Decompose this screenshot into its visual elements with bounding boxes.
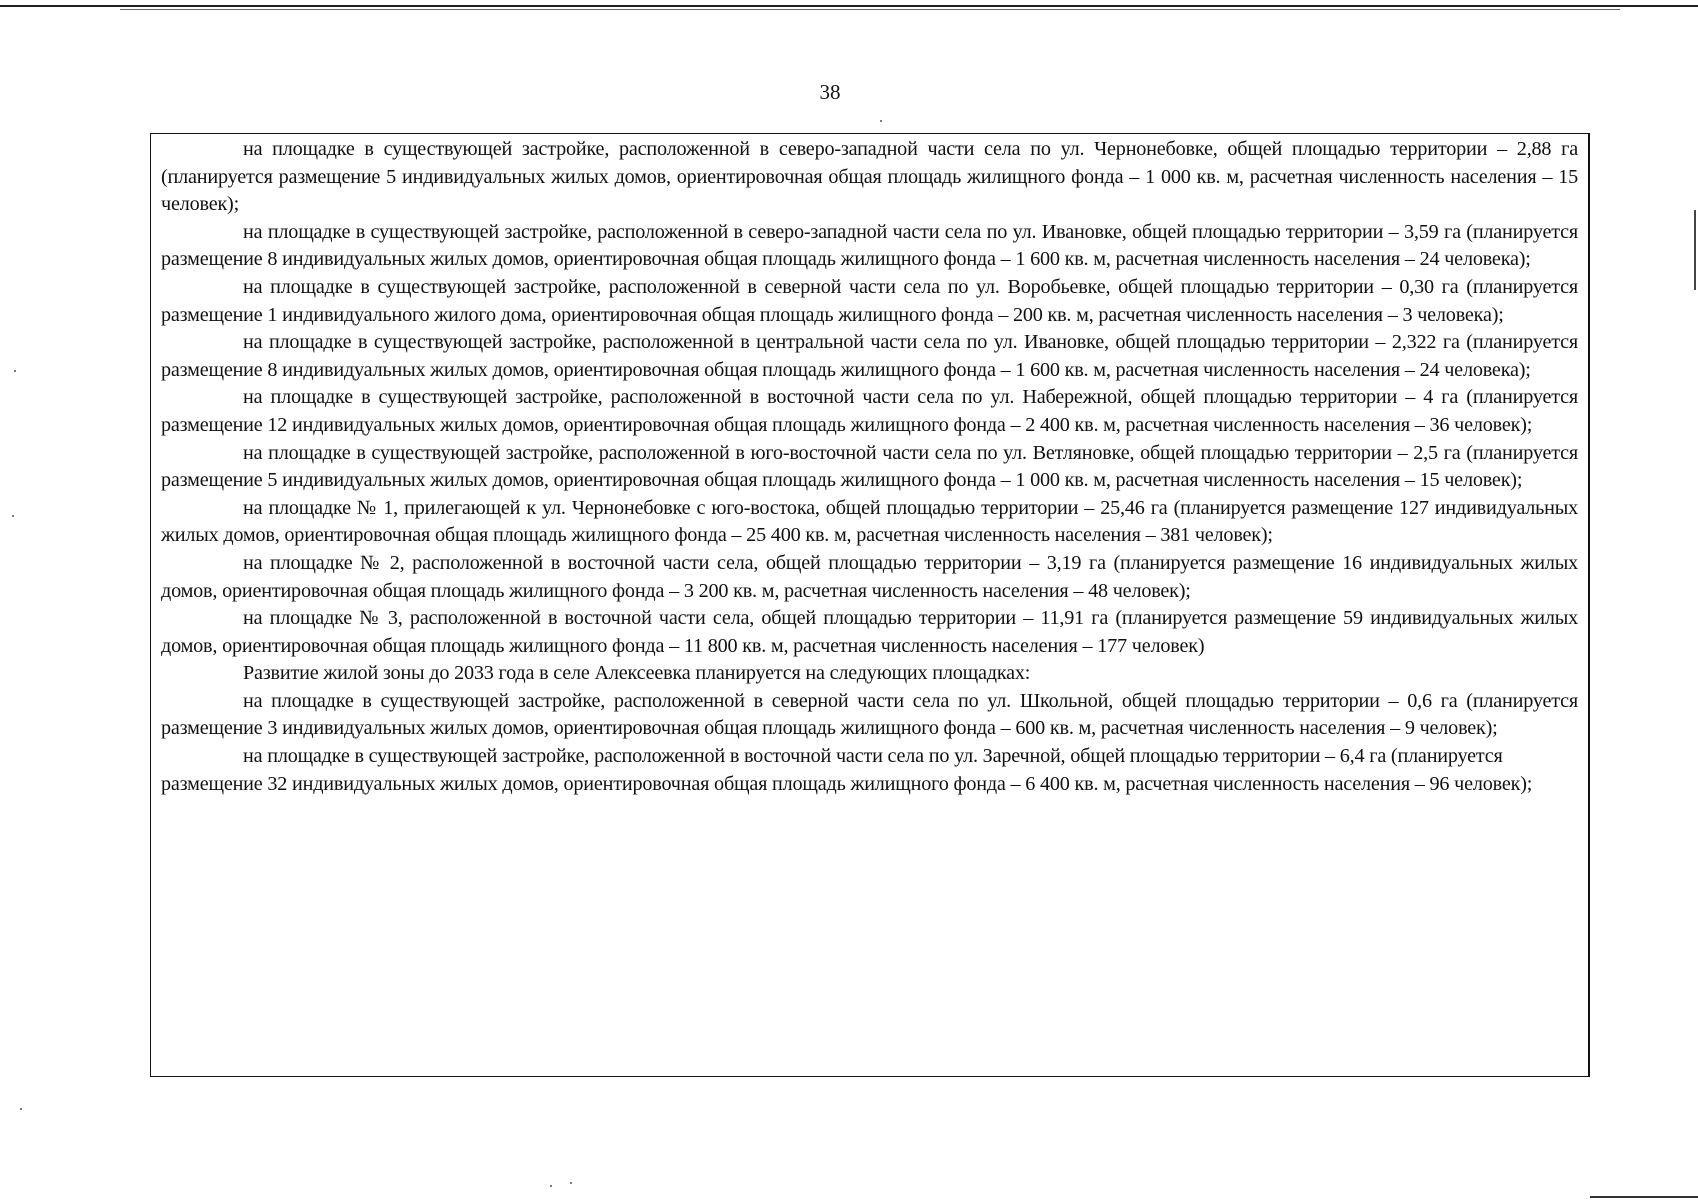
paragraph-10: Развитие жилой зоны до 2033 года в селе Алексеевка планируется на следующих площадках: <box>243 662 1031 685</box>
scan-edge-mark <box>1694 210 1696 290</box>
paragraph-7: на площадке № 1, прилегающей к ул. Чернонебовке с юго-востока, общей площадью территории – 25,46 га (планируется размещение 127 индивидуальных жилых домов, ориентировочная общая площадь жилищного фонда – 25 400 кв. м, расчетная численность населения – 381 человек); <box>161 496 1578 547</box>
paragraph-11: на площадке в существующей застройке, расположенной в северной части села по ул. Школьной, общей площадью территории – 0,6 га (планируется размещение 3 индивидуальных жилых домов, ориентировочная общая площадь жилищного фонда – 600 кв. м, расчетная численность населения – 9 человек); <box>161 689 1578 740</box>
page-number: 38 <box>819 80 841 104</box>
scan-speck <box>880 120 882 122</box>
scan-speck <box>570 1182 572 1184</box>
paragraph-1: на площадке в существующей застройке, расположенной в северо-западной части села по ул. Чернонебовке, общей площадью территории – 2,88 га (планируется размещение 5 индивидуальных жилых домов, ориентировочная общая площадь жилищного фонда – 1 000 кв. м, расчетная численность населения – 15 человек); <box>161 138 1578 216</box>
paragraph-8: на площадке № 2, расположенной в восточной части села, общей площадью территории – 3,19 га (планируется размещение 16 индивидуальных жилых домов, ориентировочная общая площадь жилищного фонда – 3 200 кв. м, расчетная численность населения – 48 человек); <box>161 551 1578 602</box>
paragraph-5: на площадке в существующей застройке, расположенной в восточной части села по ул. Набережной, общей площадью территории – 4 га (планируется размещение 12 индивидуальных жилых домов, ориентировочная общая площадь жилищного фонда – 2 400 кв. м, расчетная численность населения – 36 человек); <box>161 386 1578 436</box>
paragraph-6: на площадке в существующей застройке, расположенной в юго-восточной части села по ул. Ветляновке, общей площадью территории – 2,5 га (планируется размещение 5 индивидуальных жилых домов, ориентировочная общая площадь жилищного фонда – 1 000 кв. м, расчетная численность населения – 15 человек); <box>161 441 1578 492</box>
scan-speck <box>12 515 14 517</box>
paragraph-2: на площадке в существующей застройке, расположенной в северо-западной части села по ул. Ивановке, общей площадью территории – 3,59 га (планируется размещение 8 индивидуальных жилых домов, ориентировочная общая площадь жилищного фонда – 1 600 кв. м, расчетная численность населения – 24 человека); <box>161 220 1578 271</box>
top-edge-rule <box>0 5 1698 7</box>
paragraph-4: на площадке в существующей застройке, расположенной в центральной части села по ул. Ивановке, общей площадью территории – 2,322 га (планируется размещение 8 индивидуальных жилых домов, ориентировочная общая площадь жилищного фонда – 1 600 кв. м, расчетная численность населения – 24 человека); <box>161 331 1578 381</box>
scan-speck <box>20 1108 22 1110</box>
top-edge-rule-thin <box>120 9 1620 10</box>
bottom-edge-rule <box>1590 1196 1698 1198</box>
scan-speck <box>14 370 16 372</box>
scan-speck <box>550 1185 552 1187</box>
paragraph-9: на площадке № 3, расположенной в восточной части села, общей площадью территории – 11,91 га (планируется размещение 59 индивидуальных жилых домов, ориентировочная общая площадь жилищного фонда – 11 800 кв. м, расчетная численность населения – 177 человек) <box>161 607 1578 657</box>
text-frame <box>150 133 1590 1077</box>
paragraph-3: на площадке в существующей застройке, расположенной в северной части села по ул. Воробьевке, общей площадью территории – 0,30 га (планируется размещение 1 индивидуального жилого дома, ориентировочная общая площадь жилищного фонда – 200 кв. м, расчетная численность населения – 3 человека); <box>161 275 1578 326</box>
paragraph-12: на площадке в существующей застройке, расположенной в восточной части села по ул. Заречной, общей площадью территории – 6,4 га (планируется размещение 32 индивидуальных жилых домов, ориентировочная общая площадь жилищного фонда – 6 400 кв. м, расчетная численность населения – 96 человек); <box>161 745 1533 795</box>
